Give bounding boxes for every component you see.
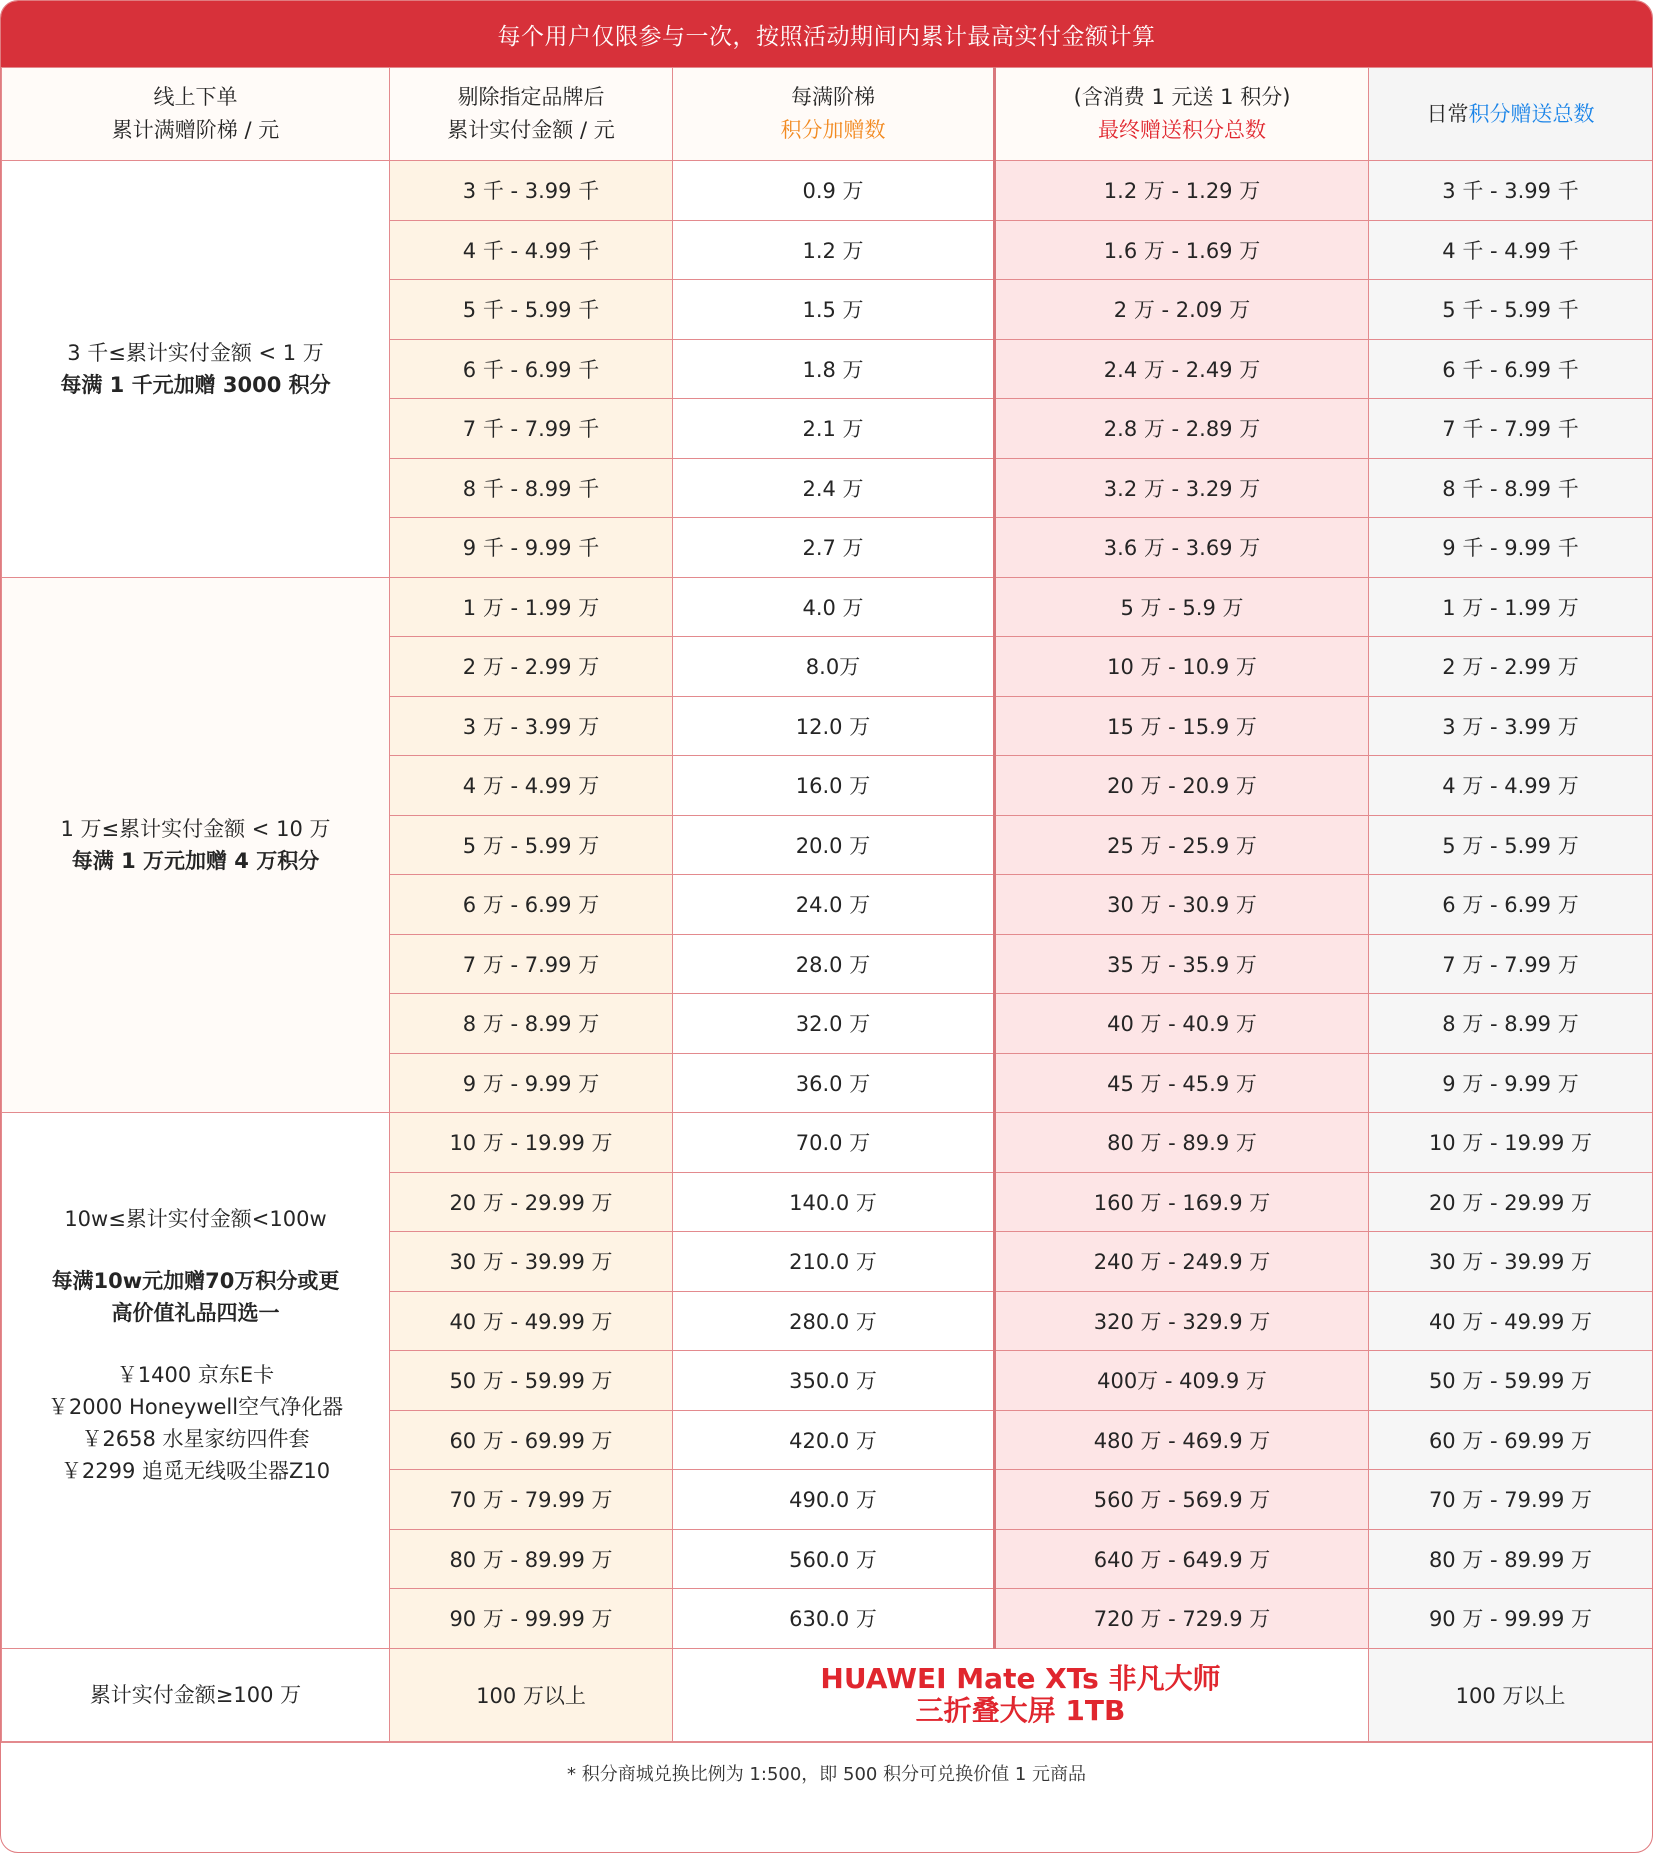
header-final-total: [995, 68, 1369, 161]
daily-points-cell: 70 万 - 79.99 万: [1369, 1470, 1653, 1530]
daily-points-cell: 6 千 - 6.99 千: [1369, 339, 1653, 399]
bonus-points-cell: 70.0 万: [673, 1113, 995, 1173]
tier-rule: 每满 1 千元加赠 3000 积分: [60, 372, 331, 397]
bonus-points-cell: 2.1 万: [673, 399, 995, 459]
bonus-points-cell: 28.0 万: [673, 934, 995, 994]
gift-option: ￥1400 京东E卡: [116, 1363, 275, 1388]
total-points-cell: 640 万 - 649.9 万: [995, 1529, 1369, 1589]
paid-amount-cell: 90 万 - 99.99 万: [390, 1589, 673, 1649]
gift-option: ￥2299 追觅无线吸尘器Z10: [60, 1459, 331, 1484]
total-points-cell: 1.6 万 - 1.69 万: [995, 220, 1369, 280]
daily-points-cell: 5 千 - 5.99 千: [1369, 280, 1653, 340]
daily-points-cell: 6 万 - 6.99 万: [1369, 875, 1653, 935]
total-points-cell: 480 万 - 469.9 万: [995, 1410, 1369, 1470]
total-points-cell: 20 万 - 20.9 万: [995, 756, 1369, 816]
tier-table: [1, 67, 1653, 1742]
daily-points-cell: 7 万 - 7.99 万: [1369, 934, 1653, 994]
bonus-points-cell: 12.0 万: [673, 696, 995, 756]
header-text: 线上下单: [153, 85, 238, 109]
daily-points-cell: 4 千 - 4.99 千: [1369, 220, 1653, 280]
daily-points-cell: 30 万 - 39.99 万: [1369, 1232, 1653, 1292]
header-text: 每满阶梯: [791, 85, 875, 109]
paid-amount-cell: 70 万 - 79.99 万: [390, 1470, 673, 1530]
prize-line: 三折叠大屏 1TB: [915, 1693, 1126, 1727]
total-points-cell: 160 万 - 169.9 万: [995, 1172, 1369, 1232]
total-points-cell: 45 万 - 45.9 万: [995, 1053, 1369, 1113]
total-points-cell: 3.6 万 - 3.69 万: [995, 518, 1369, 578]
total-points-cell: 80 万 - 89.9 万: [995, 1113, 1369, 1173]
bonus-points-cell: 490.0 万: [673, 1470, 995, 1530]
header-paid-amount: [390, 68, 673, 161]
total-points-cell: 2.4 万 - 2.49 万: [995, 339, 1369, 399]
header-text: (含消费 1 元送 1 积分): [1073, 85, 1291, 109]
paid-amount-cell: 9 万 - 9.99 万: [390, 1053, 673, 1113]
paid-amount-cell: 8 千 - 8.99 千: [390, 458, 673, 518]
daily-points-cell: 80 万 - 89.99 万: [1369, 1529, 1653, 1589]
bonus-points-cell: 560.0 万: [673, 1529, 995, 1589]
daily-points-cell: 20 万 - 29.99 万: [1369, 1172, 1653, 1232]
gift-option: ￥2658 水星家纺四件套: [81, 1427, 310, 1452]
bonus-points-cell: 420.0 万: [673, 1410, 995, 1470]
bonus-points-cell: 16.0 万: [673, 756, 995, 816]
paid-amount-cell: 8 万 - 8.99 万: [390, 994, 673, 1054]
paid-amount-cell: 7 万 - 7.99 万: [390, 934, 673, 994]
rules-banner: 每个用户仅限参与一次，按照活动期间内累计最高实付金额计算: [1, 1, 1652, 67]
daily-points-cell: 8 千 - 8.99 千: [1369, 458, 1653, 518]
paid-amount-cell: 3 万 - 3.99 万: [390, 696, 673, 756]
paid-amount-cell: 50 万 - 59.99 万: [390, 1351, 673, 1411]
bonus-points-cell: 210.0 万: [673, 1232, 995, 1292]
column-header-row: [2, 68, 1653, 161]
tier-description: [2, 161, 390, 578]
tier-range: 1 万≤累计实付金额 < 10 万: [60, 816, 331, 841]
header-text: 累计实付金额 / 元: [447, 118, 615, 142]
table-row: [2, 1113, 1653, 1173]
daily-points-cell: 50 万 - 59.99 万: [1369, 1351, 1653, 1411]
table-row: [2, 577, 1653, 637]
bonus-points-cell: 1.2 万: [673, 220, 995, 280]
tier-range: 10w≤累计实付金额<100w: [64, 1207, 327, 1232]
daily-points-cell: 90 万 - 99.99 万: [1369, 1589, 1653, 1649]
paid-amount-cell: 80 万 - 89.99 万: [390, 1529, 673, 1589]
header-highlight: 最终赠送积分总数: [1098, 118, 1266, 142]
bonus-points-cell: 2.4 万: [673, 458, 995, 518]
daily-points-cell: 5 万 - 5.99 万: [1369, 815, 1653, 875]
header-text: 日常: [1426, 101, 1469, 126]
daily-points-cell: 3 千 - 3.99 千: [1369, 161, 1653, 221]
paid-amount-cell: 5 万 - 5.99 万: [390, 815, 673, 875]
bonus-points-cell: 4.0 万: [673, 577, 995, 637]
total-points-cell: 10 万 - 10.9 万: [995, 637, 1369, 697]
daily-points-cell: 60 万 - 69.99 万: [1369, 1410, 1653, 1470]
daily-points-cell: 100 万以上: [1369, 1648, 1653, 1741]
bonus-points-cell: 280.0 万: [673, 1291, 995, 1351]
bonus-points-cell: 1.5 万: [673, 280, 995, 340]
bonus-points-cell: 140.0 万: [673, 1172, 995, 1232]
paid-amount-cell: 60 万 - 69.99 万: [390, 1410, 673, 1470]
total-points-cell: 240 万 - 249.9 万: [995, 1232, 1369, 1292]
paid-amount-cell: 9 千 - 9.99 千: [390, 518, 673, 578]
paid-amount-cell: 5 千 - 5.99 千: [390, 280, 673, 340]
total-points-cell: 15 万 - 15.9 万: [995, 696, 1369, 756]
bonus-points-cell: 32.0 万: [673, 994, 995, 1054]
bonus-points-cell: 24.0 万: [673, 875, 995, 935]
daily-points-cell: 8 万 - 8.99 万: [1369, 994, 1653, 1054]
header-text: 累计满赠阶梯 / 元: [111, 118, 280, 142]
paid-amount-cell: 4 万 - 4.99 万: [390, 756, 673, 816]
paid-amount-cell: 6 千 - 6.99 千: [390, 339, 673, 399]
bonus-points-cell: 0.9 万: [673, 161, 995, 221]
bonus-points-cell: 1.8 万: [673, 339, 995, 399]
tier-rule: 每满 1 万元加赠 4 万积分: [71, 848, 320, 873]
daily-points-cell: 2 万 - 2.99 万: [1369, 637, 1653, 697]
header-highlight: 积分加赠数: [780, 118, 886, 142]
paid-amount-cell: 20 万 - 29.99 万: [390, 1172, 673, 1232]
header-bonus-points: [673, 68, 995, 161]
prize-line: HUAWEI Mate XTs 非凡大师: [820, 1661, 1221, 1695]
daily-points-cell: 40 万 - 49.99 万: [1369, 1291, 1653, 1351]
total-points-cell: 30 万 - 30.9 万: [995, 875, 1369, 935]
bonus-points-cell: 630.0 万: [673, 1589, 995, 1649]
tier-rule: 每满10w元加赠70万积分或更: [51, 1269, 340, 1294]
tier-rule: 高价值礼品四选一: [111, 1301, 280, 1326]
daily-points-cell: 4 万 - 4.99 万: [1369, 756, 1653, 816]
daily-points-cell: 9 万 - 9.99 万: [1369, 1053, 1653, 1113]
header-highlight: 积分赠送总数: [1468, 101, 1595, 126]
paid-amount-cell: 7 千 - 7.99 千: [390, 399, 673, 459]
total-points-cell: 35 万 - 35.9 万: [995, 934, 1369, 994]
header-tier-ladder: [2, 68, 390, 161]
paid-amount-cell: 3 千 - 3.99 千: [390, 161, 673, 221]
paid-amount-cell: 1 万 - 1.99 万: [390, 577, 673, 637]
paid-amount-cell: 100 万以上: [390, 1648, 673, 1741]
bonus-points-cell: 36.0 万: [673, 1053, 995, 1113]
bonus-points-cell: 20.0 万: [673, 815, 995, 875]
top-tier-condition: 累计实付金额≥100 万: [2, 1648, 390, 1741]
total-points-cell: 3.2 万 - 3.29 万: [995, 458, 1369, 518]
total-points-cell: 560 万 - 569.9 万: [995, 1470, 1369, 1530]
tier-description: [2, 577, 390, 1113]
daily-points-cell: 7 千 - 7.99 千: [1369, 399, 1653, 459]
tier-range: 3 千≤累计实付金额 < 1 万: [67, 340, 324, 365]
tier-description: [2, 1113, 390, 1649]
total-points-cell: 720 万 - 729.9 万: [995, 1589, 1369, 1649]
gift-option: ￥2000 Honeywell空气净化器: [47, 1395, 344, 1420]
paid-amount-cell: 10 万 - 19.99 万: [390, 1113, 673, 1173]
header-daily-points: [1369, 68, 1653, 161]
total-points-cell: 320 万 - 329.9 万: [995, 1291, 1369, 1351]
bonus-points-cell: 8.0万: [673, 637, 995, 697]
daily-points-cell: 10 万 - 19.99 万: [1369, 1113, 1653, 1173]
footer-note: * 积分商城兑换比例为 1:500，即 500 积分可兑换价值 1 元商品: [1, 1742, 1652, 1803]
paid-amount-cell: 2 万 - 2.99 万: [390, 637, 673, 697]
total-points-cell: 5 万 - 5.9 万: [995, 577, 1369, 637]
paid-amount-cell: 40 万 - 49.99 万: [390, 1291, 673, 1351]
daily-points-cell: 1 万 - 1.99 万: [1369, 577, 1653, 637]
total-points-cell: 1.2 万 - 1.29 万: [995, 161, 1369, 221]
total-points-cell: 25 万 - 25.9 万: [995, 815, 1369, 875]
daily-points-cell: 9 千 - 9.99 千: [1369, 518, 1653, 578]
total-points-cell: 400万 - 409.9 万: [995, 1351, 1369, 1411]
grand-prize: [673, 1648, 1369, 1741]
total-points-cell: 40 万 - 40.9 万: [995, 994, 1369, 1054]
total-points-cell: 2.8 万 - 2.89 万: [995, 399, 1369, 459]
top-tier-row: [2, 1648, 1653, 1741]
total-points-cell: 2 万 - 2.09 万: [995, 280, 1369, 340]
paid-amount-cell: 30 万 - 39.99 万: [390, 1232, 673, 1292]
bonus-points-cell: 350.0 万: [673, 1351, 995, 1411]
table-row: [2, 161, 1653, 221]
bonus-points-cell: 2.7 万: [673, 518, 995, 578]
daily-points-cell: 3 万 - 3.99 万: [1369, 696, 1653, 756]
paid-amount-cell: 4 千 - 4.99 千: [390, 220, 673, 280]
paid-amount-cell: 6 万 - 6.99 万: [390, 875, 673, 935]
header-text: 剔除指定品牌后: [457, 85, 605, 109]
